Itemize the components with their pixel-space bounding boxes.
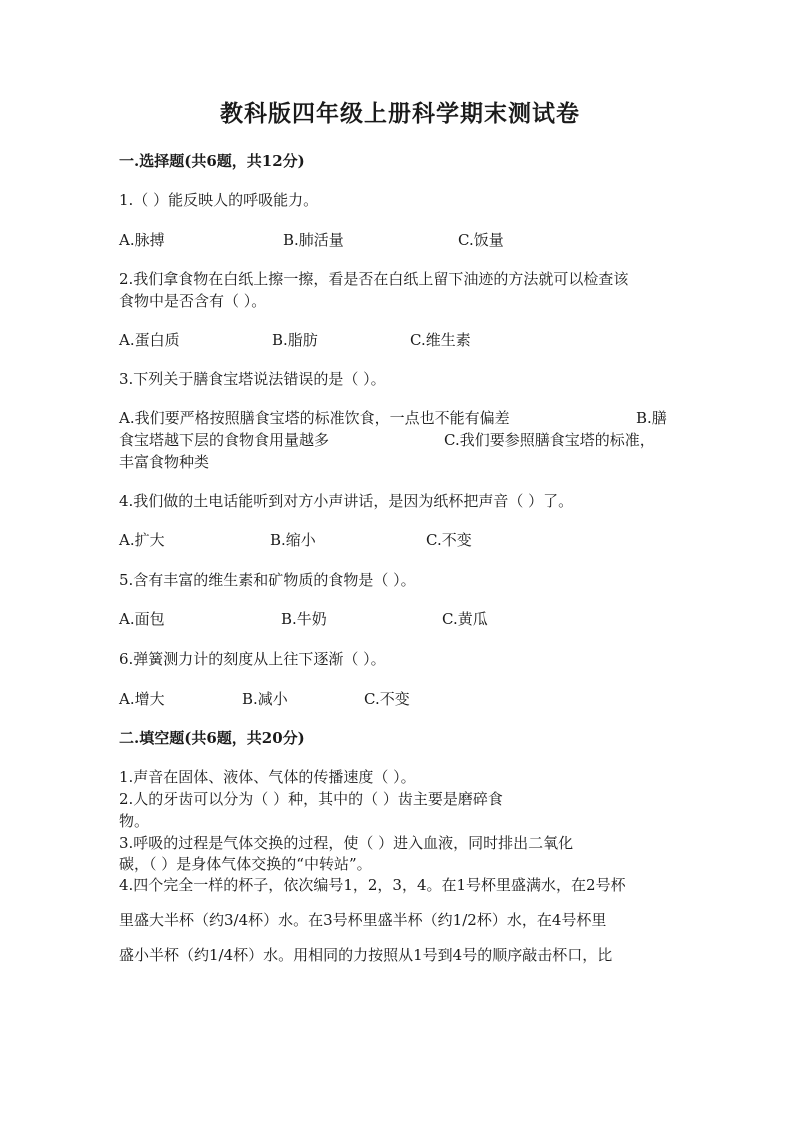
question-5-option-b: B.牛奶 xyxy=(281,610,327,628)
page-title: 教科版四年级上册科学期末测试卷 xyxy=(220,100,580,127)
question-2-option-a: A.蛋白质 xyxy=(119,331,180,349)
question-6-stem: 6.弹簧测力计的刻度从上往下逐渐（ ）。 xyxy=(119,650,386,668)
question-3-option-a: A.我们要严格按照膳食宝塔的标准饮食，一点也不能有偏差 xyxy=(119,409,510,427)
question-3-option-c-end: 丰富食物种类 xyxy=(119,453,210,471)
question-6-option-c: C.不变 xyxy=(364,690,410,708)
question-3-option-b-start: B.膳 xyxy=(636,409,667,427)
fill-line: 3.呼吸的过程是气体交换的过程，使（ ）进入血液，同时排出二氧化 xyxy=(119,834,574,852)
fill-line: 盛小半杯（约1/4杯）水。用相同的力按照从1号到4号的顺序敲击杯口，比 xyxy=(119,946,613,964)
question-1-stem: 1.（ ）能反映人的呼吸能力。 xyxy=(119,191,319,209)
question-1-option-c: C.饭量 xyxy=(458,231,504,249)
question-1-option-a: A.脉搏 xyxy=(119,231,165,249)
question-2-option-c: C.维生素 xyxy=(410,331,471,349)
question-2-stem-line-2: 食物中是否含有（ ）。 xyxy=(119,292,267,310)
fill-line: 物。 xyxy=(119,812,150,830)
fill-line: 里盛大半杯（约3/4杯）水。在3号杯里盛半杯（约1/2杯）水，在4号杯里 xyxy=(119,911,607,929)
fill-line: 2.人的牙齿可以分为（ ）种，其中的（ ）齿主要是磨碎食 xyxy=(119,790,503,808)
question-5-option-a: A.面包 xyxy=(119,610,165,628)
question-2-stem-line-1: 2.我们拿食物在白纸上擦一擦，看是否在白纸上留下油迹的方法就可以检查该 xyxy=(119,270,629,288)
question-6-option-a: A.增大 xyxy=(119,690,165,708)
question-6-option-b: B.减小 xyxy=(242,690,288,708)
section-heading-fill-in: 二.填空题(共6题，共20分) xyxy=(119,729,305,747)
fill-line: 4.四个完全一样的杯子，依次编号1，2，3，4。在1号杯里盛满水，在2号杯 xyxy=(119,876,626,894)
question-5-option-c: C.黄瓜 xyxy=(442,610,488,628)
question-5-stem: 5.含有丰富的维生素和矿物质的食物是（ ）。 xyxy=(119,571,416,589)
question-4-stem: 4.我们做的土电话能听到对方小声讲话，是因为纸杯把声音（ ）了。 xyxy=(119,492,574,510)
section-heading-choice: 一.选择题(共6题，共12分) xyxy=(119,152,305,170)
question-1-option-b: B.肺活量 xyxy=(283,231,344,249)
question-4-option-b: B.缩小 xyxy=(270,531,316,549)
question-4-option-c: C.不变 xyxy=(426,531,472,549)
question-3-option-b-end: 食宝塔越下层的食物食用量越多 xyxy=(119,431,330,449)
fill-line: 1.声音在固体、液体、气体的传播速度（ ）。 xyxy=(119,768,416,786)
question-3-option-c-start: C.我们要参照膳食宝塔的标准， xyxy=(444,431,655,449)
question-3-stem: 3.下列关于膳食宝塔说法错误的是（ ）。 xyxy=(119,370,386,388)
fill-line: 碳，（ ）是身体气体交换的“中转站”。 xyxy=(119,855,372,873)
question-2-option-b: B.脂肪 xyxy=(272,331,318,349)
question-4-option-a: A.扩大 xyxy=(119,531,165,549)
